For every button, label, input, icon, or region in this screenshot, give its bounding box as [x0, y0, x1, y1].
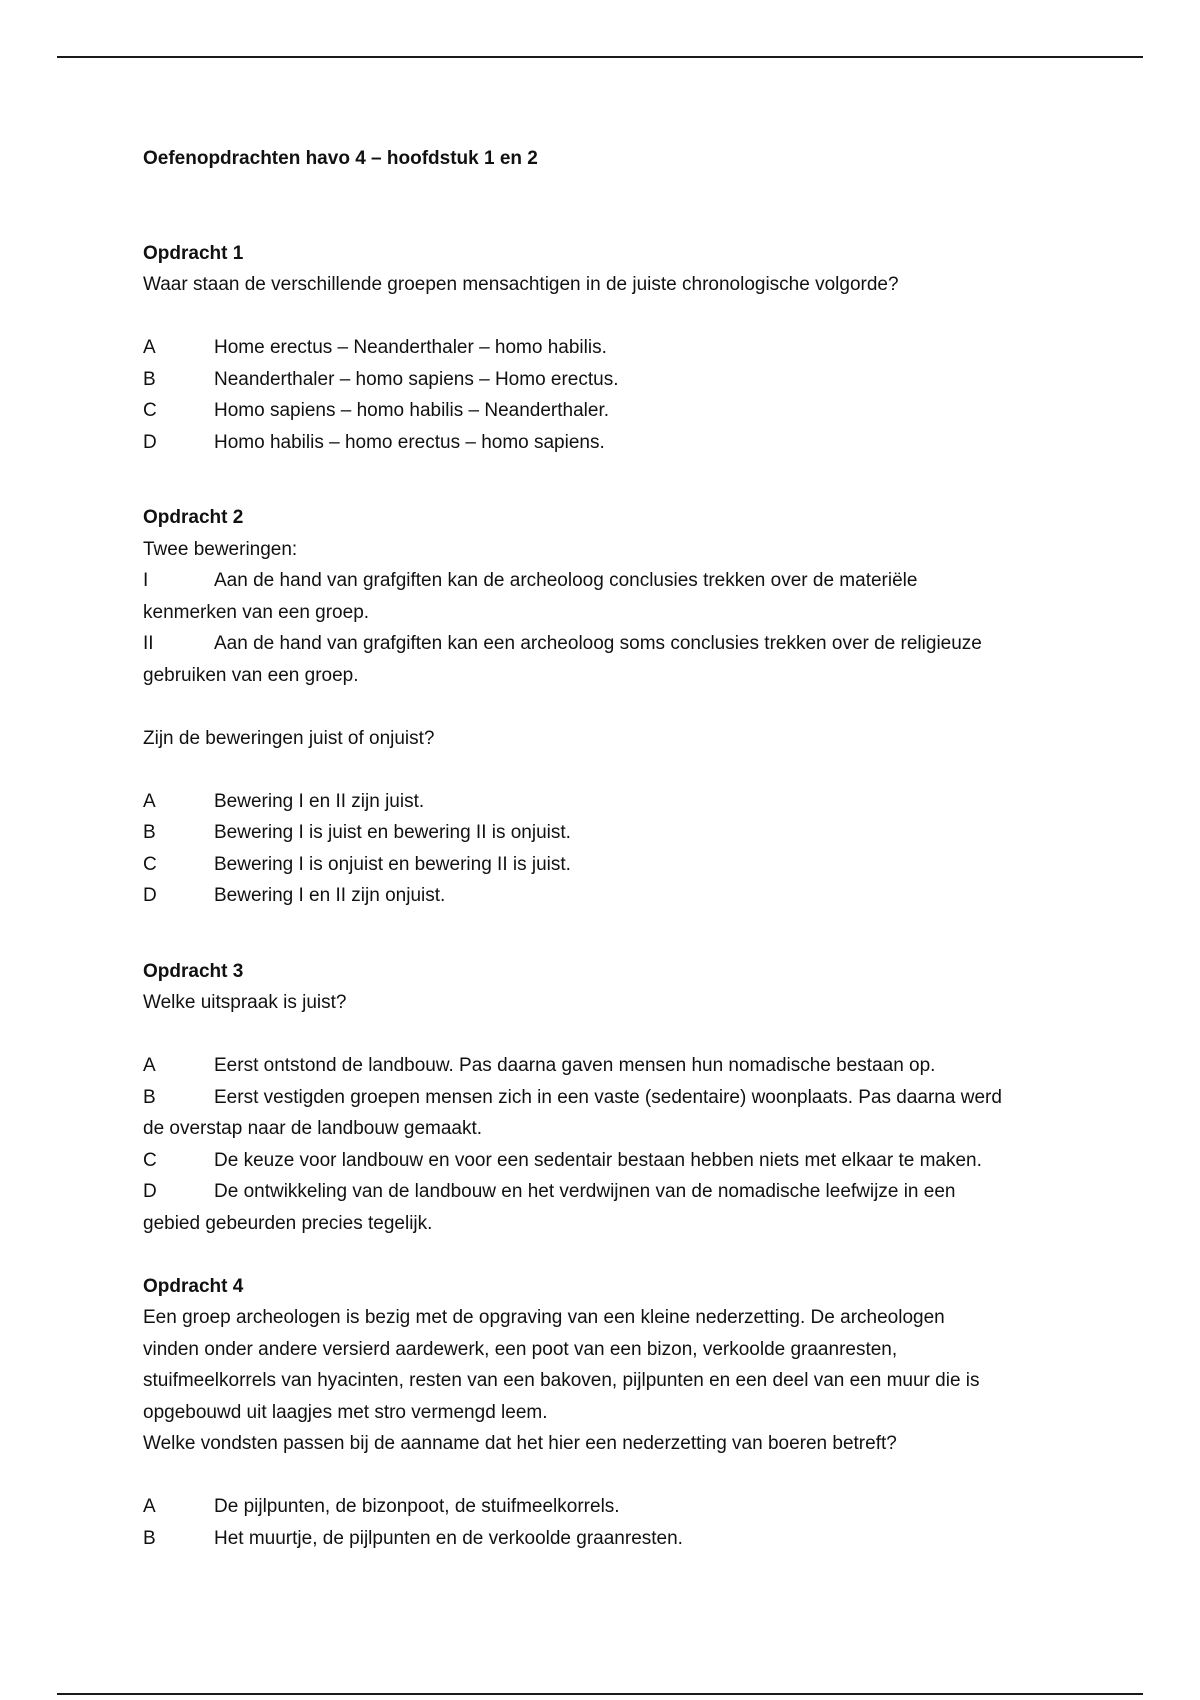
question-heading: Opdracht 3	[143, 960, 244, 982]
option-letter: B	[143, 1086, 156, 1108]
statement-number: II	[143, 633, 154, 654]
option-letter: D	[143, 885, 157, 906]
statement-number: I	[143, 570, 149, 591]
question-4	[143, 1271, 1063, 1555]
answer-option	[143, 1050, 1063, 1082]
statement	[143, 628, 1063, 660]
answer-option	[143, 1145, 1063, 1177]
option-letter: A	[143, 1496, 156, 1517]
answer-option	[143, 786, 1063, 818]
option-text: Bewering I en II zijn onjuist.	[214, 885, 446, 906]
option-text: De pijlpunten, de bizonpoot, de stuifmeelkorrels.	[214, 1496, 620, 1517]
question-text: Zijn de beweringen juist of onjuist?	[143, 727, 435, 749]
statement-continuation: kenmerken van een groep.	[143, 601, 370, 623]
question-text: Welke uitspraak is juist?	[143, 992, 347, 1013]
question-text-line: Welke vondsten passen bij de aanname dat het hier een nederzetting van boeren betreft?	[143, 1433, 897, 1454]
option-text: Bewering I is onjuist en bewering II is juist.	[214, 853, 571, 875]
statement-text: Aan de hand van grafgiften kan een archeoloog soms conclusies trekken over de religieuze	[214, 633, 982, 654]
question-text-line: Een groep archeologen is bezig met de opgraving van een kleine nederzetting. De archeologen	[143, 1307, 945, 1328]
option-text: Eerst vestigden groepen mensen zich in een vaste (sedentaire) woonplaats. Pas daarna werd	[214, 1086, 1002, 1108]
header-rule	[57, 56, 1143, 58]
answer-option	[143, 849, 1063, 881]
option-text: Eerst ontstond de landbouw. Pas daarna gaven mensen hun nomadische bestaan op.	[214, 1055, 936, 1076]
option-letter: A	[143, 790, 156, 812]
statement-text: Aan de hand van grafgiften kan de archeoloog conclusies trekken over de materiële	[214, 570, 918, 591]
answer-option	[143, 427, 1063, 459]
option-letter: D	[143, 1181, 157, 1202]
answer-option	[143, 1523, 1063, 1555]
question-text: Waar staan de verschillende groepen mensachtigen in de juiste chronologische volgorde?	[143, 274, 899, 295]
option-text: Het muurtje, de pijlpunten en de verkoolde graanresten.	[214, 1527, 683, 1549]
answer-option	[143, 395, 1063, 427]
option-letter: B	[143, 1527, 156, 1549]
question-text-line: opgebouwd uit laagjes met stro vermengd leem.	[143, 1401, 548, 1423]
option-text: Homo habilis – homo erectus – homo sapiens.	[214, 431, 605, 453]
question-3	[143, 956, 1063, 1240]
question-1	[143, 238, 1063, 459]
option-text: De ontwikkeling van de landbouw en het verdwijnen van de nomadische leefwijze in een	[214, 1181, 956, 1202]
answer-option	[143, 364, 1063, 396]
option-text: Bewering I is juist en bewering II is onjuist.	[214, 822, 571, 843]
option-continuation: de overstap naar de landbouw gemaakt.	[143, 1118, 483, 1139]
question-2	[143, 502, 1063, 912]
statement-continuation: gebruiken van een groep.	[143, 664, 359, 686]
statement	[143, 565, 1063, 597]
option-letter: B	[143, 822, 156, 843]
answer-option	[143, 332, 1063, 364]
option-text: De keuze voor landbouw en voor een sedentair bestaan hebben niets met elkaar te maken.	[214, 1149, 982, 1171]
option-continuation: gebied gebeurden precies tegelijk.	[143, 1212, 433, 1234]
footer-rule	[57, 1693, 1143, 1695]
option-text: Bewering I en II zijn juist.	[214, 790, 425, 812]
option-text: Home erectus – Neanderthaler – homo habilis.	[214, 337, 607, 358]
option-letter: A	[143, 1055, 156, 1076]
option-text: Neanderthaler – homo sapiens – Homo erectus.	[214, 368, 619, 390]
answer-option	[143, 1491, 1063, 1523]
document-body	[143, 143, 1063, 1554]
question-heading: Opdracht 1	[143, 242, 244, 264]
option-letter: C	[143, 853, 157, 875]
question-intro: Twee beweringen:	[143, 538, 298, 560]
option-text: Homo sapiens – homo habilis – Neanderthaler.	[214, 400, 610, 421]
question-heading: Opdracht 4	[143, 1275, 244, 1297]
option-letter: B	[143, 368, 156, 390]
option-letter: C	[143, 1149, 157, 1171]
question-text-line: vinden onder andere versierd aardewerk, een poot van een bizon, verkoolde graanresten,	[143, 1338, 898, 1360]
option-letter: A	[143, 337, 156, 358]
question-heading: Opdracht 2	[143, 507, 244, 528]
document-title: Oefenopdrachten havo 4 – hoofdstuk 1 en 2	[143, 148, 538, 169]
answer-option	[143, 880, 1063, 912]
option-letter: C	[143, 400, 157, 421]
option-letter: D	[143, 431, 157, 453]
answer-option	[143, 1176, 1063, 1208]
question-text-line: stuifmeelkorrels van hyacinten, resten van een bakoven, pijlpunten en een deel van een muur die is	[143, 1370, 980, 1391]
answer-option	[143, 817, 1063, 849]
answer-option	[143, 1082, 1063, 1114]
